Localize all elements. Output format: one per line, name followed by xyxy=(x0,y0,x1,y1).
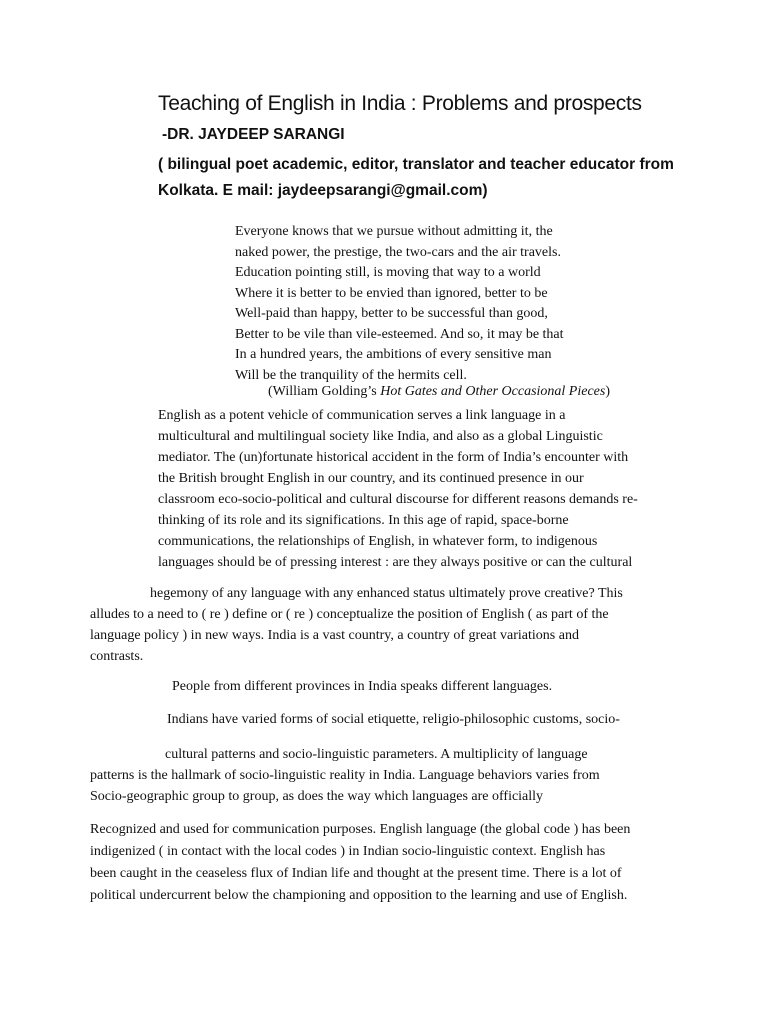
paragraph-line: classroom eco-socio-political and cultural discourse for different reasons demands re- xyxy=(158,492,638,507)
paragraph-line: mediator. The (un)fortunate historical accident in the form of India’s encounter with xyxy=(158,450,629,465)
paragraph-3 xyxy=(90,744,690,807)
affiliation-line: Kolkata. E mail: jaydeepsarangi@gmail.com) xyxy=(158,182,488,199)
poem-line: Everyone knows that we pursue without admitting it, the xyxy=(235,224,553,239)
attribution-open: (William Golding’s xyxy=(268,384,381,399)
paragraph-2 xyxy=(90,583,690,667)
paragraph-line: multicultural and multilingual society like India, and also as a global Linguistic xyxy=(158,429,603,444)
paragraph-line: cultural patterns and socio-linguistic parameters. A multiplicity of language xyxy=(165,747,588,762)
paragraph-line: patterns is the hallmark of socio-linguistic reality in India. Language behaviors varies from xyxy=(90,768,600,783)
provinces-sentence: People from different provinces in India speaks different languages. xyxy=(172,679,553,694)
poem-line: Better to be vile than vile-esteemed. And so, it may be that xyxy=(235,326,564,342)
paragraph-line: English as a potent vehicle of communication serves a link language in a xyxy=(158,408,566,423)
paragraph-line: been caught in the ceaseless flux of Indian life and thought at the present time. There is a lot of xyxy=(90,866,622,881)
author-name: -DR. JAYDEEP SARANGI xyxy=(162,126,345,143)
paragraph-line: indigenized ( in contact with the local codes ) in Indian socio-linguistic context. English has xyxy=(90,844,606,859)
paragraph-line: thinking of its role and its significations. In this age of rapid, space-borne xyxy=(158,513,569,528)
paragraph-line: Recognized and used for communication purposes. English language (the global code ) has been xyxy=(90,822,631,837)
paragraph-line: hegemony of any language with any enhanced status ultimately prove creative? This xyxy=(150,586,623,601)
paragraph-line: languages should be of pressing interest : are they always positive or can the cultural xyxy=(158,555,633,570)
paragraph-line: Socio-geographic group to group, as does the way which languages are officially xyxy=(90,789,544,804)
poem-line: naked power, the prestige, the two-cars and the air travels. xyxy=(235,244,561,260)
poem-line: Where it is better to be envied than ignored, better to be xyxy=(235,285,548,301)
affiliation-line: ( bilingual poet academic, editor, translator and teacher educator from xyxy=(158,156,674,173)
poem-line: Education pointing still, is moving that way to a world xyxy=(235,265,541,280)
paragraph-line: contrasts. xyxy=(90,649,144,664)
attribution-work-title: Hot Gates and Other Occasional Pieces xyxy=(380,384,606,399)
poem-line: Well-paid than happy, better to be successful than good, xyxy=(235,306,548,321)
paragraph-line: the British brought English in our country, and its continued presence in our xyxy=(158,471,584,486)
author-affiliation xyxy=(158,152,698,204)
etiquette-sentence: Indians have varied forms of social etiquette, religio-philosophic customs, socio- xyxy=(167,712,620,727)
page-title: Teaching of English in India : Problems and prospects xyxy=(158,92,642,115)
poem-line: Will be the tranquility of the hermits cell. xyxy=(235,367,467,383)
paragraph-line: communications, the relationships of English, in whatever form, to indigenous xyxy=(158,534,598,549)
epigraph-attribution xyxy=(268,384,610,400)
paragraph-1 xyxy=(158,405,698,573)
paragraph-line: political undercurrent below the championing and opposition to the learning and use of English. xyxy=(90,888,628,903)
paragraph-line: alludes to a need to ( re ) define or ( re ) conceptualize the position of English ( as part of the xyxy=(90,607,609,622)
poem-line: In a hundred years, the ambitions of every sensitive man xyxy=(235,347,552,362)
paragraph-line: language policy ) in new ways. India is a vast country, a country of great variations and xyxy=(90,628,579,643)
attribution-close: ) xyxy=(605,384,611,399)
epigraph-poem xyxy=(235,222,655,386)
paragraph-4 xyxy=(90,819,690,907)
